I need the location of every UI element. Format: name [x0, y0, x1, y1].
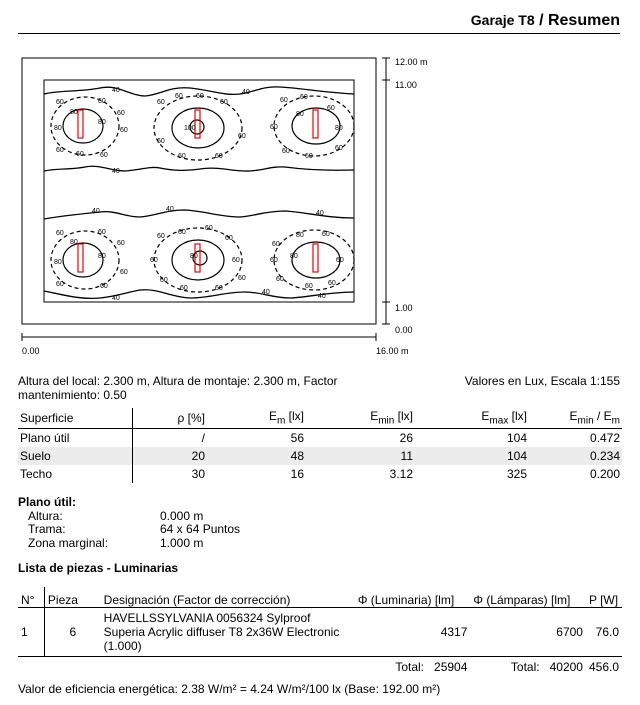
emax-value: 104	[506, 431, 527, 445]
y-label-inner-top: 11.00	[395, 80, 417, 90]
svg-text:80: 80	[98, 253, 106, 260]
luminaire-icon	[313, 244, 318, 272]
svg-text:60: 60	[300, 94, 308, 101]
svg-text:60: 60	[328, 280, 336, 287]
svg-text:80: 80	[335, 125, 343, 132]
svg-text:60: 60	[238, 133, 246, 140]
svg-text:40: 40	[166, 206, 174, 213]
em-value: 56	[290, 431, 304, 445]
surfaces-table	[18, 408, 622, 483]
svg-text:80: 80	[296, 111, 304, 118]
svg-text:60: 60	[272, 241, 280, 248]
workplane-label: Altura:	[28, 509, 63, 523]
lum-pieza: 6	[69, 625, 77, 639]
col-surface: Superficie	[18, 408, 133, 429]
totals-row	[18, 657, 622, 678]
svg-text:60: 60	[215, 285, 223, 292]
col-rho: ρ [%]	[133, 408, 208, 429]
col-n: N°	[18, 587, 44, 608]
svg-text:60: 60	[157, 99, 165, 106]
total-lamp: Total: 40200	[470, 657, 586, 678]
svg-text:60: 60	[270, 257, 278, 264]
svg-text:60: 60	[270, 124, 278, 131]
surface-name: Suelo	[18, 447, 133, 465]
svg-text:60: 60	[160, 277, 168, 284]
surface-name: Techo	[18, 465, 133, 483]
svg-text:40: 40	[262, 289, 270, 296]
emax-value: 104	[415, 447, 529, 465]
emin-value: 3.12	[389, 467, 413, 481]
surface-name: Plano útil	[18, 429, 133, 448]
svg-text:80: 80	[190, 253, 198, 260]
svg-text:60: 60	[280, 97, 288, 104]
svg-text:80: 80	[54, 125, 62, 132]
contour-40-bottom-upper	[44, 210, 354, 219]
svg-text:60: 60	[100, 152, 108, 159]
page-title: Garaje T8	[470, 12, 535, 28]
col-uniformity: $E_{min} / E_m$	[529, 408, 622, 429]
lum-power: 76.0	[595, 625, 619, 639]
svg-text:60: 60	[232, 257, 240, 264]
uniformity-value: 0.234	[529, 447, 622, 465]
svg-text:60: 60	[282, 148, 290, 155]
svg-text:60: 60	[100, 283, 108, 290]
svg-text:40: 40	[112, 295, 120, 302]
svg-text:60: 60	[238, 275, 246, 282]
workplane-value: 64 x 64 Puntos	[160, 522, 241, 536]
svg-text:60: 60	[56, 281, 64, 288]
svg-text:100: 100	[184, 125, 196, 132]
svg-text:60: 60	[117, 110, 125, 117]
x-label-end: 16.00 m	[376, 346, 409, 356]
svg-text:40: 40	[112, 87, 120, 94]
svg-text:60: 60	[225, 235, 233, 242]
svg-text:60: 60	[56, 230, 64, 237]
svg-text:80: 80	[290, 253, 298, 260]
svg-text:40: 40	[92, 208, 100, 215]
svg-text:60: 60	[98, 98, 106, 105]
col-em: $E_m$ [lx]	[207, 408, 306, 429]
svg-text:60: 60	[56, 99, 64, 106]
efficiency-note: Valor de eficiencia energética: 2.38 W/m² = 4.24 W/m²/100 lx (Base: 192.00 m²)	[18, 682, 441, 696]
svg-text:40: 40	[318, 293, 326, 300]
svg-text:60: 60	[76, 151, 84, 158]
emin-value: 26	[399, 431, 413, 445]
workplane-label: Trama:	[28, 522, 66, 536]
uniformity-value: 0.472	[589, 431, 620, 445]
lum-n: 1	[18, 608, 44, 657]
calc-area-outline	[44, 80, 354, 302]
total-power: 456.0	[586, 657, 622, 678]
col-power: P [W]	[586, 587, 622, 608]
svg-text:80: 80	[98, 119, 106, 126]
svg-text:60: 60	[205, 225, 213, 232]
svg-text:80: 80	[54, 259, 62, 266]
svg-text:60: 60	[175, 93, 183, 100]
lum-designation: HAVELLSSYLVANIA 0056324 Sylproof Superia Acrylic diffuser T8 2x36W Electronic (1.000)	[103, 611, 340, 653]
svg-text:60: 60	[220, 99, 228, 106]
svg-text:60: 60	[157, 233, 165, 240]
header-rule	[18, 33, 620, 34]
workplane-value: 0.000 m	[160, 509, 204, 523]
svg-text:40: 40	[112, 168, 120, 175]
total-lum: Total: 25904	[355, 657, 471, 678]
svg-text:60: 60	[336, 257, 344, 264]
svg-text:60: 60	[335, 145, 343, 152]
lamp-flux: 6700	[556, 625, 583, 639]
isolux-plan	[0, 40, 640, 370]
col-emax: $E_{max}$ [lx]	[415, 408, 529, 429]
info-line-2: mantenimiento: 0.50	[18, 388, 127, 402]
svg-text:60: 60	[157, 138, 165, 145]
workplane-value: 1.000 m	[160, 536, 204, 550]
svg-text:60: 60	[327, 105, 335, 112]
svg-text:60: 60	[322, 231, 330, 238]
svg-text:80: 80	[70, 109, 78, 116]
luminaires-title: Lista de piezas - Luminarias	[18, 561, 179, 575]
contour-40-top	[44, 166, 354, 171]
y-scale	[382, 58, 390, 324]
page-header	[471, 12, 620, 30]
luminaire-icon	[78, 244, 83, 272]
svg-text:60: 60	[120, 127, 128, 134]
em-value: 48	[207, 447, 306, 465]
col-flux-luminaire: Φ (Luminaria) [lm]	[355, 587, 471, 608]
emax-value: 325	[506, 467, 527, 481]
table-row	[18, 465, 622, 483]
svg-text:60: 60	[196, 93, 204, 100]
svg-text:60: 60	[180, 285, 188, 292]
rho-value: 30	[191, 467, 205, 481]
col-flux-lamps: Φ (Lámparas) [lm]	[470, 587, 586, 608]
uniformity-value: 0.200	[589, 467, 620, 481]
rho-value: 20	[133, 447, 208, 465]
lum-flux: 4317	[440, 625, 468, 639]
x-label-start: 0.00	[22, 346, 40, 356]
luminaires-table	[18, 587, 622, 677]
svg-text:60: 60	[120, 269, 128, 276]
svg-text:60: 60	[56, 147, 64, 154]
luminaire-icon	[78, 110, 83, 138]
luminaires-header-row	[18, 587, 622, 608]
svg-text:80: 80	[70, 239, 78, 246]
emin-value: 11	[306, 447, 415, 465]
table-row	[18, 447, 622, 465]
y-label-inner-bottom: 1.00	[395, 303, 413, 313]
workplane-title: Plano útil:	[18, 495, 76, 509]
title-separator: /	[534, 12, 548, 29]
svg-text:60: 60	[117, 240, 125, 247]
y-label-top: 12.00 m	[395, 57, 428, 67]
svg-text:60: 60	[178, 229, 186, 236]
info-line-1: Altura del local: 2.300 m, Altura de montaje: 2.300 m, Factor	[18, 374, 338, 388]
contour-40-bottom-lower	[44, 290, 354, 299]
svg-text:60: 60	[305, 283, 313, 290]
table-row	[18, 608, 622, 657]
workplane-label: Zona marginal:	[28, 536, 109, 550]
col-pieza: Pieza	[44, 587, 100, 608]
x-scale	[22, 333, 376, 341]
svg-text:60: 60	[98, 229, 106, 236]
svg-text:60: 60	[150, 257, 158, 264]
col-designation: Designación (Factor de corrección)	[101, 587, 355, 608]
svg-text:80: 80	[296, 232, 304, 239]
luminaire-icon	[313, 110, 318, 138]
svg-text:60: 60	[276, 276, 284, 283]
rho-value: /	[201, 431, 205, 445]
surfaces-header-row	[18, 408, 622, 429]
page-subtitle: Resumen	[547, 12, 620, 29]
svg-text:40: 40	[242, 89, 250, 96]
svg-text:40: 40	[316, 210, 324, 217]
y-label-bottom: 0.00	[395, 325, 413, 335]
svg-text:60: 60	[178, 153, 186, 160]
col-emin: $E_{min}$ [lx]	[306, 408, 415, 429]
contour-labels	[54, 87, 344, 302]
svg-text:60: 60	[215, 153, 223, 160]
em-value: 16	[290, 467, 304, 481]
scale-info: Valores en Lux, Escala 1:155	[464, 374, 620, 388]
table-row	[18, 429, 622, 448]
svg-text:60: 60	[305, 153, 313, 160]
lum-group-2	[154, 96, 242, 160]
